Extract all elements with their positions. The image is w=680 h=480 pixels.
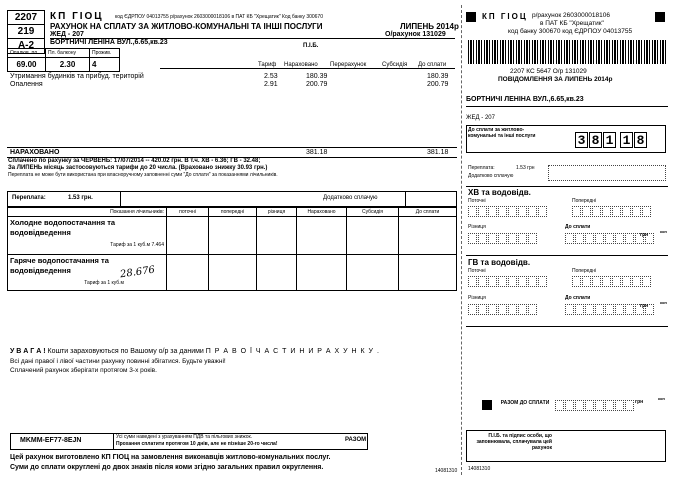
hv-topay-label: До сплати	[565, 224, 591, 230]
meter-diff-cell[interactable]	[257, 217, 297, 255]
signature-label: П.І.Б. та підпис особи, що заповнювала, сплачувала цей рахунок	[476, 433, 552, 451]
address: БОРТНИЧІ ЛЕНІНА ВУЛ.,6.65,кв.23	[50, 39, 168, 46]
gv-kop-label: коп	[660, 300, 667, 305]
right-bank-line3: код банку 300670 код ЄДРПОУ 04013755	[508, 28, 633, 35]
meter-name: Гаряче водопостачання та водовідведення	[10, 256, 109, 275]
deadline-note: Прохання сплатити протягом 10 днів, але не пізніше 20-го числа!	[116, 441, 278, 447]
hv-previous-input[interactable]	[572, 204, 652, 222]
hv-previous-label: Попередні	[572, 198, 597, 204]
right-bank-line1: р/рахунок 2603000018106	[532, 12, 610, 19]
attention-block	[10, 348, 380, 355]
hv-current-input[interactable]	[468, 204, 548, 222]
code-box-line3: A-2	[8, 38, 44, 53]
header-tariff: Тариф	[258, 62, 277, 68]
attention-line1: Всі дані правої і лівої частини рахунку повинні збігатися. Будьте уважні!	[10, 358, 226, 365]
meter-row-cold	[8, 217, 457, 255]
gv-current-input[interactable]	[468, 274, 548, 292]
right-topay-label: До сплати за житлово-комунальні та інші послуги	[468, 127, 536, 139]
right-overpay-label: Переплата:	[468, 165, 495, 171]
meter-charged-cell	[297, 255, 347, 291]
header-topay: До сплати	[418, 62, 447, 68]
right-org-name: КП ГІОЦ	[482, 12, 528, 21]
corner-marker	[466, 12, 476, 22]
right-address: БОРТНИЧІ ЛЕНІНА ВУЛ.,6.65,кв.23	[466, 96, 584, 103]
footer-code: 14081310	[435, 468, 458, 474]
meters-table	[7, 207, 457, 291]
charge-charged: 180.39	[306, 73, 328, 80]
gv-title: ГВ та водовідв.	[468, 258, 531, 267]
meter-subsidy-cell	[347, 217, 399, 255]
corner-marker	[482, 400, 492, 410]
gv-topay-label: До сплати	[565, 295, 591, 301]
attention-line2: Сплачений рахунок зберігати протягом 3-х років.	[10, 367, 157, 374]
right-zhed: ЖЕД - 207	[466, 115, 495, 121]
right-extra-label: Додатково сплачую	[468, 173, 514, 179]
code-box-line2: 219	[8, 24, 44, 38]
meter-row-hot	[8, 255, 457, 291]
meter-tariff: Тариф за 1 куб.м 7.464	[110, 242, 164, 248]
bill-code: MKMM-EF77-8EJN	[20, 437, 82, 444]
attention-title: У В А Г А !	[10, 348, 46, 355]
meter-header-label: Показання лічильників:	[8, 208, 167, 217]
razom-grn-label: грн	[635, 399, 644, 405]
razom-label: РАЗОМ	[345, 437, 367, 443]
hv-diff-input[interactable]	[468, 231, 538, 249]
razom-topay-label: РАЗОМ ДО СПЛАТИ	[500, 400, 550, 406]
meter-header-topay: До сплати	[399, 208, 457, 217]
meter-diff-cell[interactable]	[257, 255, 297, 291]
right-bank-line2: в ПАТ КБ "Хрещатик"	[540, 20, 604, 27]
meter-current-cell[interactable]	[167, 255, 209, 291]
pib-label: П.І.Б.	[303, 43, 319, 49]
meter-header-previous: попередні	[209, 208, 257, 217]
topay-digit[interactable]: 3	[575, 132, 588, 148]
meter-tariff: Тариф за 1 куб.м	[84, 280, 124, 286]
right-footer-code: 14081310	[468, 466, 491, 472]
extra-pay-label: Додатково сплачую	[323, 195, 378, 201]
hv-current-label: Поточні	[468, 198, 486, 204]
code-box-line1: 2207	[14, 12, 38, 23]
meter-topay-cell[interactable]	[399, 255, 457, 291]
topay-digit[interactable]: 8	[589, 132, 602, 148]
header-charged: Нараховано	[284, 62, 318, 68]
gv-grn-label: грн	[640, 303, 649, 309]
gv-current-label: Поточні	[468, 268, 486, 274]
charge-tariff: 2.91	[264, 81, 278, 88]
overpay-note: Переплата не може бути використана при власноручному заповненні суми "До сплати" за показаннями лічильників.	[8, 172, 278, 178]
paid-line: Сплачено по рахунку за ЧЕРВЕНЬ: 17/07/2014 -- 420.02 грн. В т.ч. ХВ - 6.36; ГВ - 32.48;	[8, 158, 261, 164]
footer-line2: Суми до сплати округлені до двох знаків після коми згідно загальних правил округлення.	[10, 464, 324, 471]
meter-previous-cell[interactable]	[209, 255, 257, 291]
right-overpay-value: 1.53 грн	[516, 165, 535, 171]
gv-previous-input[interactable]	[572, 274, 652, 292]
meter-name: Холодне водопостачання та водовідведення	[10, 218, 116, 237]
topay-digit[interactable]: 1	[603, 132, 616, 148]
header-subsidy: Субсидія	[382, 62, 408, 68]
residents-value: 4	[90, 58, 120, 72]
bill-title: РАХУНОК НА СПЛАТУ ЗА ЖИТЛОВО-КОМУНАЛЬНІ ТА ІНШІ ПОСЛУГИ	[50, 22, 323, 31]
overpay-value: 1.53 грн.	[68, 195, 93, 201]
hv-kop-label: коп	[660, 229, 667, 234]
right-extra-input[interactable]	[548, 165, 666, 181]
meter-topay-cell[interactable]	[399, 217, 457, 255]
hv-title: ХВ та водовідв.	[468, 188, 531, 197]
residents-header: Прожив.	[90, 49, 120, 58]
charge-tariff: 2.53	[264, 73, 278, 80]
attention-emphasis: П Р А В О Ї Ч А С Т И Н И Р А Х У Н К У .	[205, 348, 380, 355]
barcode	[468, 40, 666, 64]
area-header: Опалюв. пл.	[8, 49, 46, 58]
area-value: 69.00	[8, 58, 46, 72]
meter-header-current: поточні	[167, 208, 209, 217]
meter-header-subsidy: Субсидія	[347, 208, 399, 217]
bill-period: ЛИПЕНЬ 2014р	[400, 22, 459, 31]
account-number: О/рахунок 131029	[385, 31, 446, 38]
balcony-value: 2.30	[46, 58, 90, 72]
zhed-number: ЖЕД - 207	[50, 31, 84, 38]
bank-details: код ЄДРПОУ 04013755 р/рахунок 2603000018106 в ПАТ КБ "Хрещатик" Код банку 300670	[115, 14, 323, 20]
hv-diff-label: Різниця	[468, 224, 486, 230]
tariff-line: За ЛИПЕНЬ місяць застосовуються тарифи до 20 числа. (Враховано знижку 30.93 грн.)	[8, 165, 268, 171]
balcony-header: Пл. балкону	[46, 49, 90, 58]
header-recalc: Перерахунок	[330, 62, 367, 68]
gv-previous-label: Попередні	[572, 268, 597, 274]
total-charged: 381.18	[306, 149, 328, 156]
razom-topay-input[interactable]	[555, 398, 635, 416]
gv-diff-input[interactable]	[468, 302, 538, 320]
meter-header-charged: Нараховано	[297, 208, 347, 217]
overpay-label: Переплата:	[12, 195, 46, 201]
charge-topay: 200.79	[427, 81, 449, 88]
meter-charged-cell	[297, 217, 347, 255]
meter-current-cell[interactable]	[167, 217, 209, 255]
area-table	[7, 48, 120, 72]
total-topay: 381.18	[427, 149, 449, 156]
razom-kop-label: коп	[658, 396, 665, 401]
gv-diff-label: Різниця	[468, 295, 486, 301]
topay-digit[interactable]: 8	[634, 132, 647, 148]
tear-line	[461, 5, 462, 475]
charge-topay: 180.39	[427, 73, 449, 80]
attention-text: Кошти зараховуються по Вашому о/р за даними	[47, 348, 204, 355]
footer-line1: Цей рахунок виготовлено КП ГІОЦ на замовлення виконавців житлово-комунальних послуг.	[10, 454, 331, 461]
right-ids: 2207 КС 5647 О/р 131029	[510, 68, 587, 75]
meter-subsidy-cell	[347, 255, 399, 291]
topay-digit[interactable]: 1	[620, 132, 633, 148]
topay-digits[interactable]	[575, 131, 648, 149]
total-label: НАРАХОВАНО	[10, 149, 60, 156]
corner-marker	[655, 12, 665, 22]
right-notice: ПОВІДОМЛЕННЯ ЗА ЛИПЕНЬ 2014р	[498, 76, 613, 83]
meter-previous-cell[interactable]	[209, 217, 257, 255]
charge-charged: 200.79	[306, 81, 328, 88]
charge-name: Утримання будинків та прибуд. територій	[10, 73, 144, 80]
handwritten-tariff: 28.676	[119, 264, 156, 281]
org-name: КП ГІОЦ	[50, 11, 104, 22]
meter-header-diff: різниця	[257, 208, 297, 217]
vat-note: Усі суми наведені з урахуванням ПДВ та пільгових знижок.	[116, 434, 253, 440]
charge-name: Опалення	[10, 81, 43, 88]
hv-grn-label: грн	[640, 232, 649, 238]
